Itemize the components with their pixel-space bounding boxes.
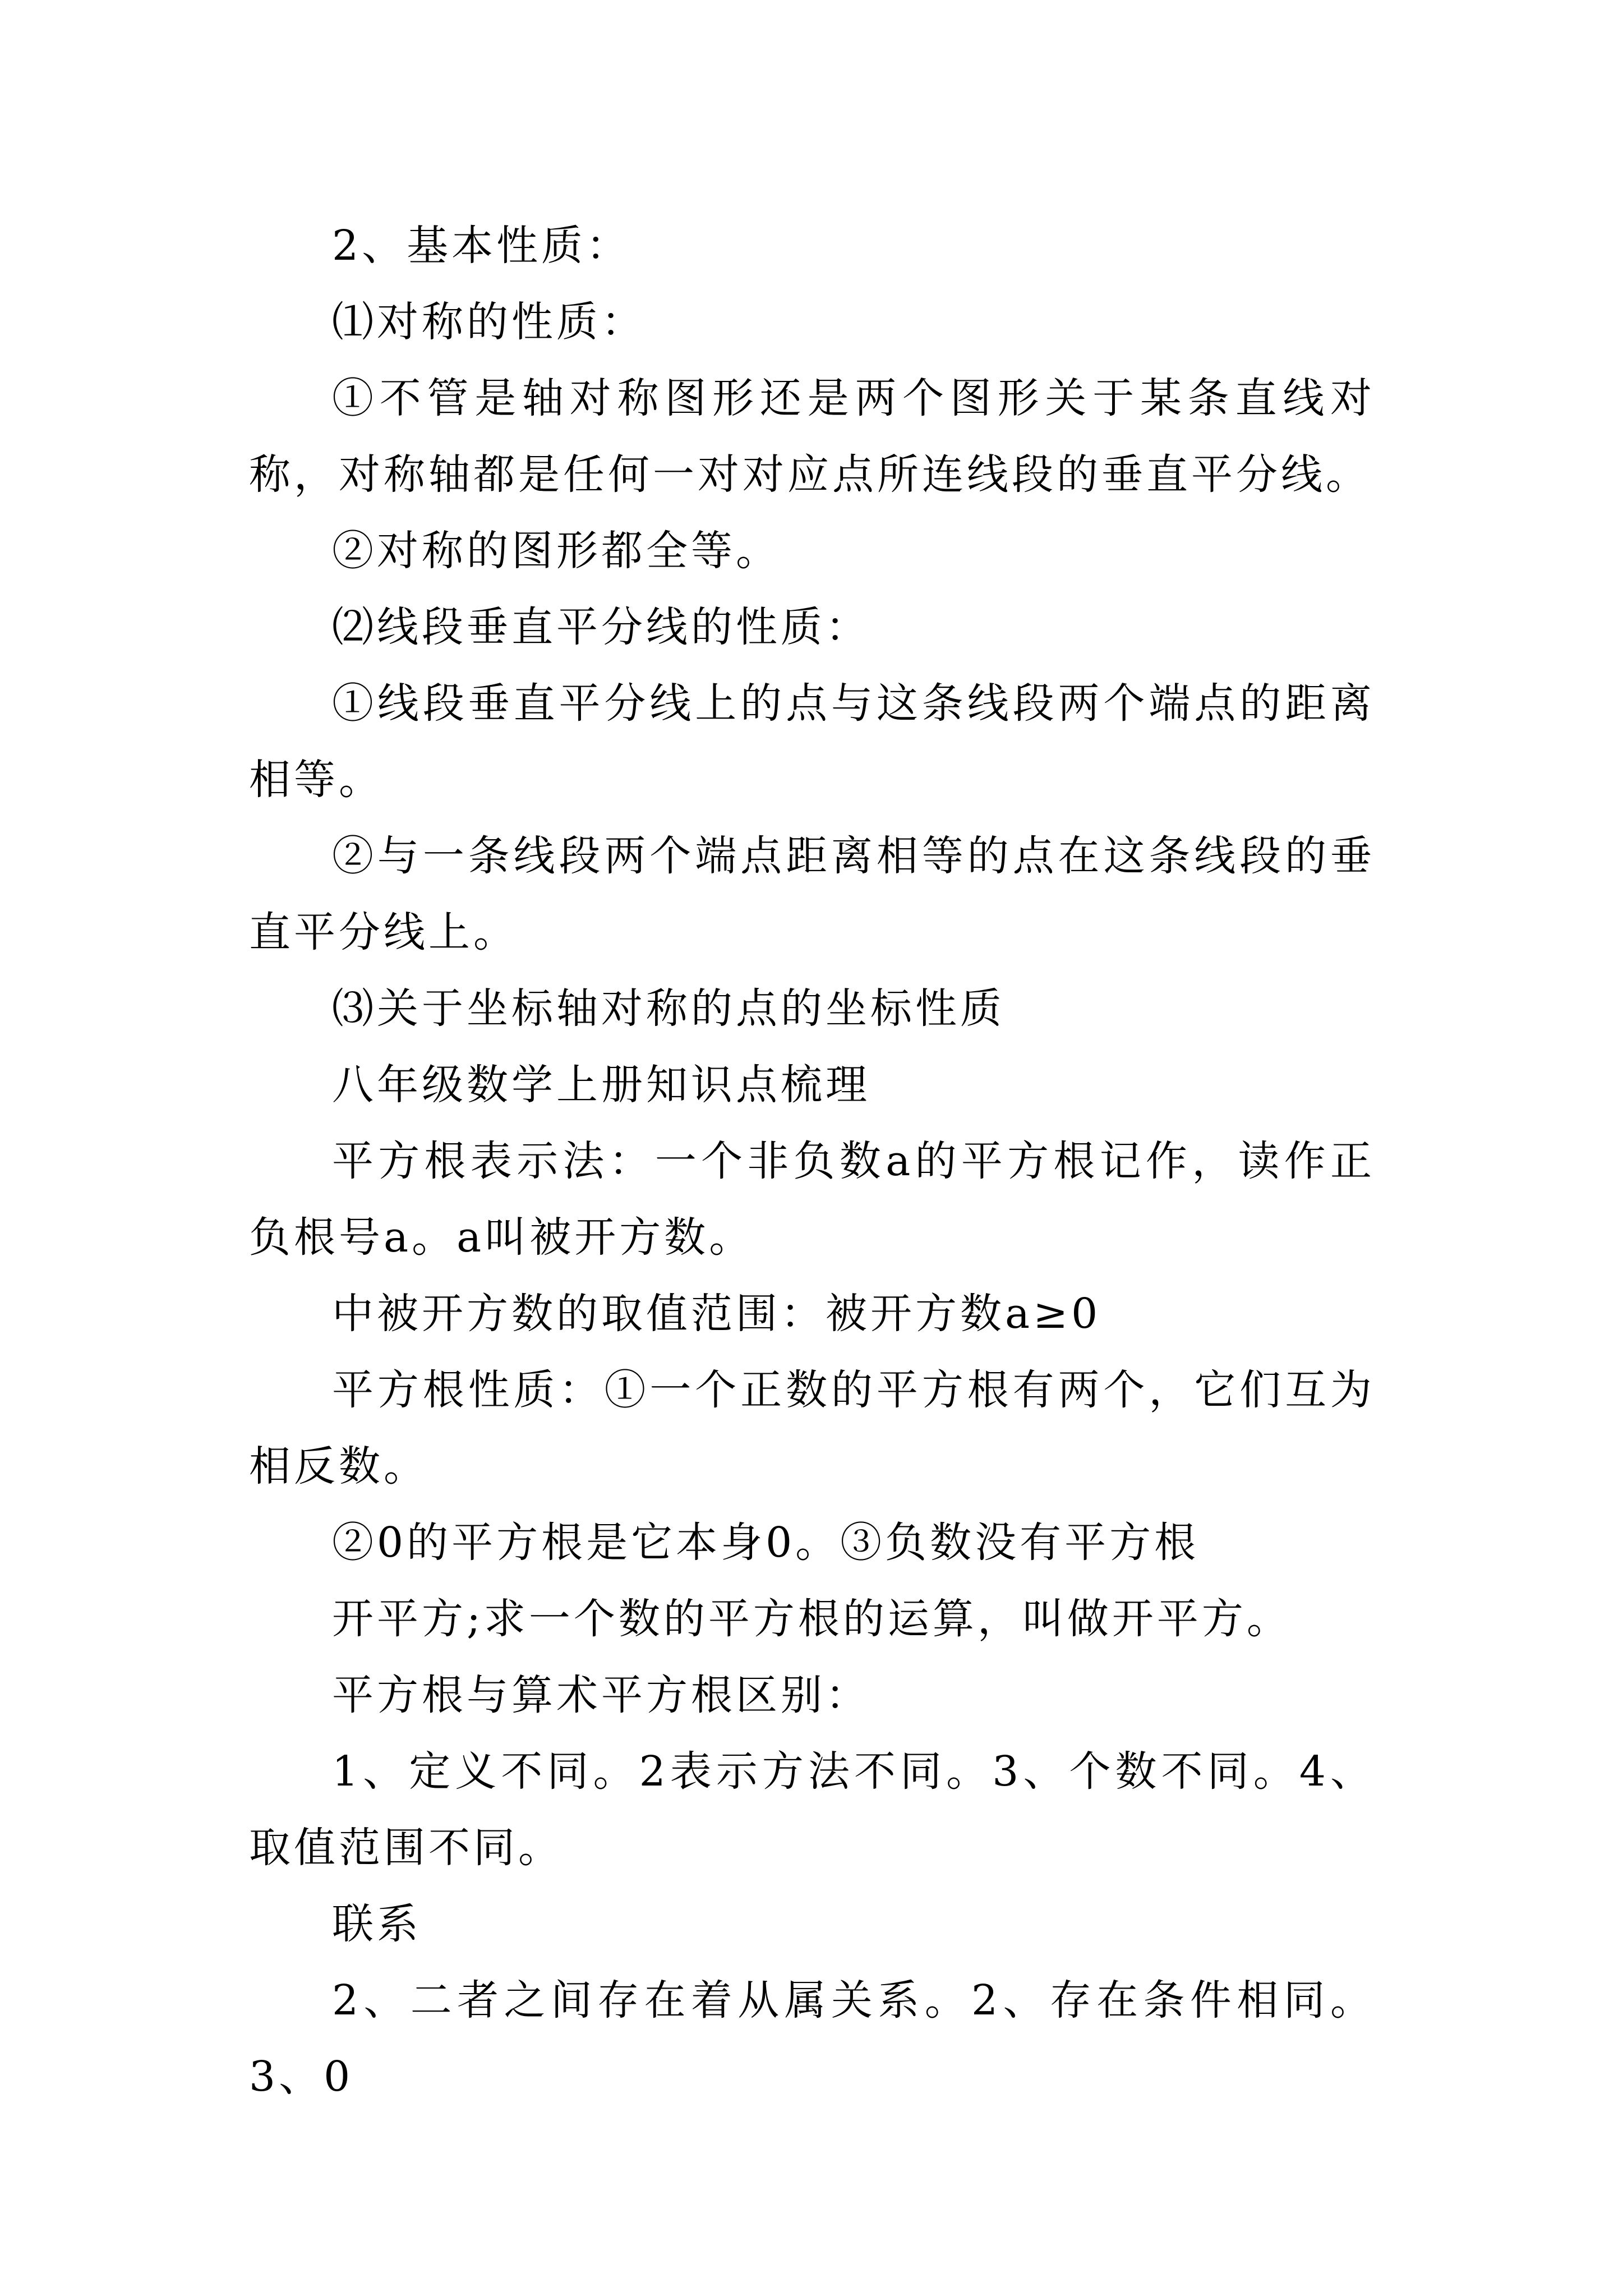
paragraph-square-root-notation: 平方根表示法：一个非负数a的平方根记作，读作正负根号a。a叫被开方数。 — [249, 1137, 1375, 1262]
paragraph-basic-properties-heading: 2、基本性质： — [332, 222, 631, 270]
paragraph-connection-heading: 联系 — [332, 1900, 422, 1948]
paragraph-bisector-point-distance: ①线段垂直平分线上的点与这条线段两个端点的距离相等。 — [249, 679, 1375, 804]
paragraph-symmetric-congruent: ②对称的图形都全等。 — [332, 527, 781, 575]
paragraph-difference-heading: 平方根与算术平方根区别： — [332, 1671, 870, 1719]
paragraph-zero-negative-roots: ②0的平方根是它本身0。③负数没有平方根 — [332, 1519, 1200, 1567]
paragraph-symmetry-properties-heading: ⑴对称的性质： — [332, 298, 646, 346]
document-body — [249, 208, 1375, 2115]
paragraph-equidistant-point: ②与一条线段两个端点距离相等的点在这条线段的垂直平分线上。 — [249, 832, 1375, 956]
paragraph-extracting-root: 开平方;求一个数的平方根的运算，叫做开平方。 — [332, 1595, 1292, 1643]
paragraph-bisector-properties-heading: ⑵线段垂直平分线的性质： — [332, 603, 870, 651]
paragraph-square-root-properties: 平方根性质：①一个正数的平方根有两个，它们互为相反数。 — [249, 1366, 1375, 1490]
paragraph-differences-list: 1、定义不同。2表示方法不同。3、个数不同。4、取值范围不同。 — [249, 1747, 1375, 1872]
paragraph-symmetry-axis: ①不管是轴对称图形还是两个图形关于某条直线对称，对称轴都是任何一对对应点所连线段的垂直平分线。 — [249, 374, 1375, 499]
paragraph-radicand-range: 中被开方数的取值范围：被开方数a≥0 — [332, 1290, 1101, 1338]
paragraph-coordinate-symmetry: ⑶关于坐标轴对称的点的坐标性质 — [332, 984, 1005, 1033]
paragraph-section-title: 八年级数学上册知识点梳理 — [332, 1061, 870, 1109]
paragraph-connections-list: 2、二者之间存在着从属关系。2、存在条件相同。3、0 — [249, 1976, 1375, 2101]
